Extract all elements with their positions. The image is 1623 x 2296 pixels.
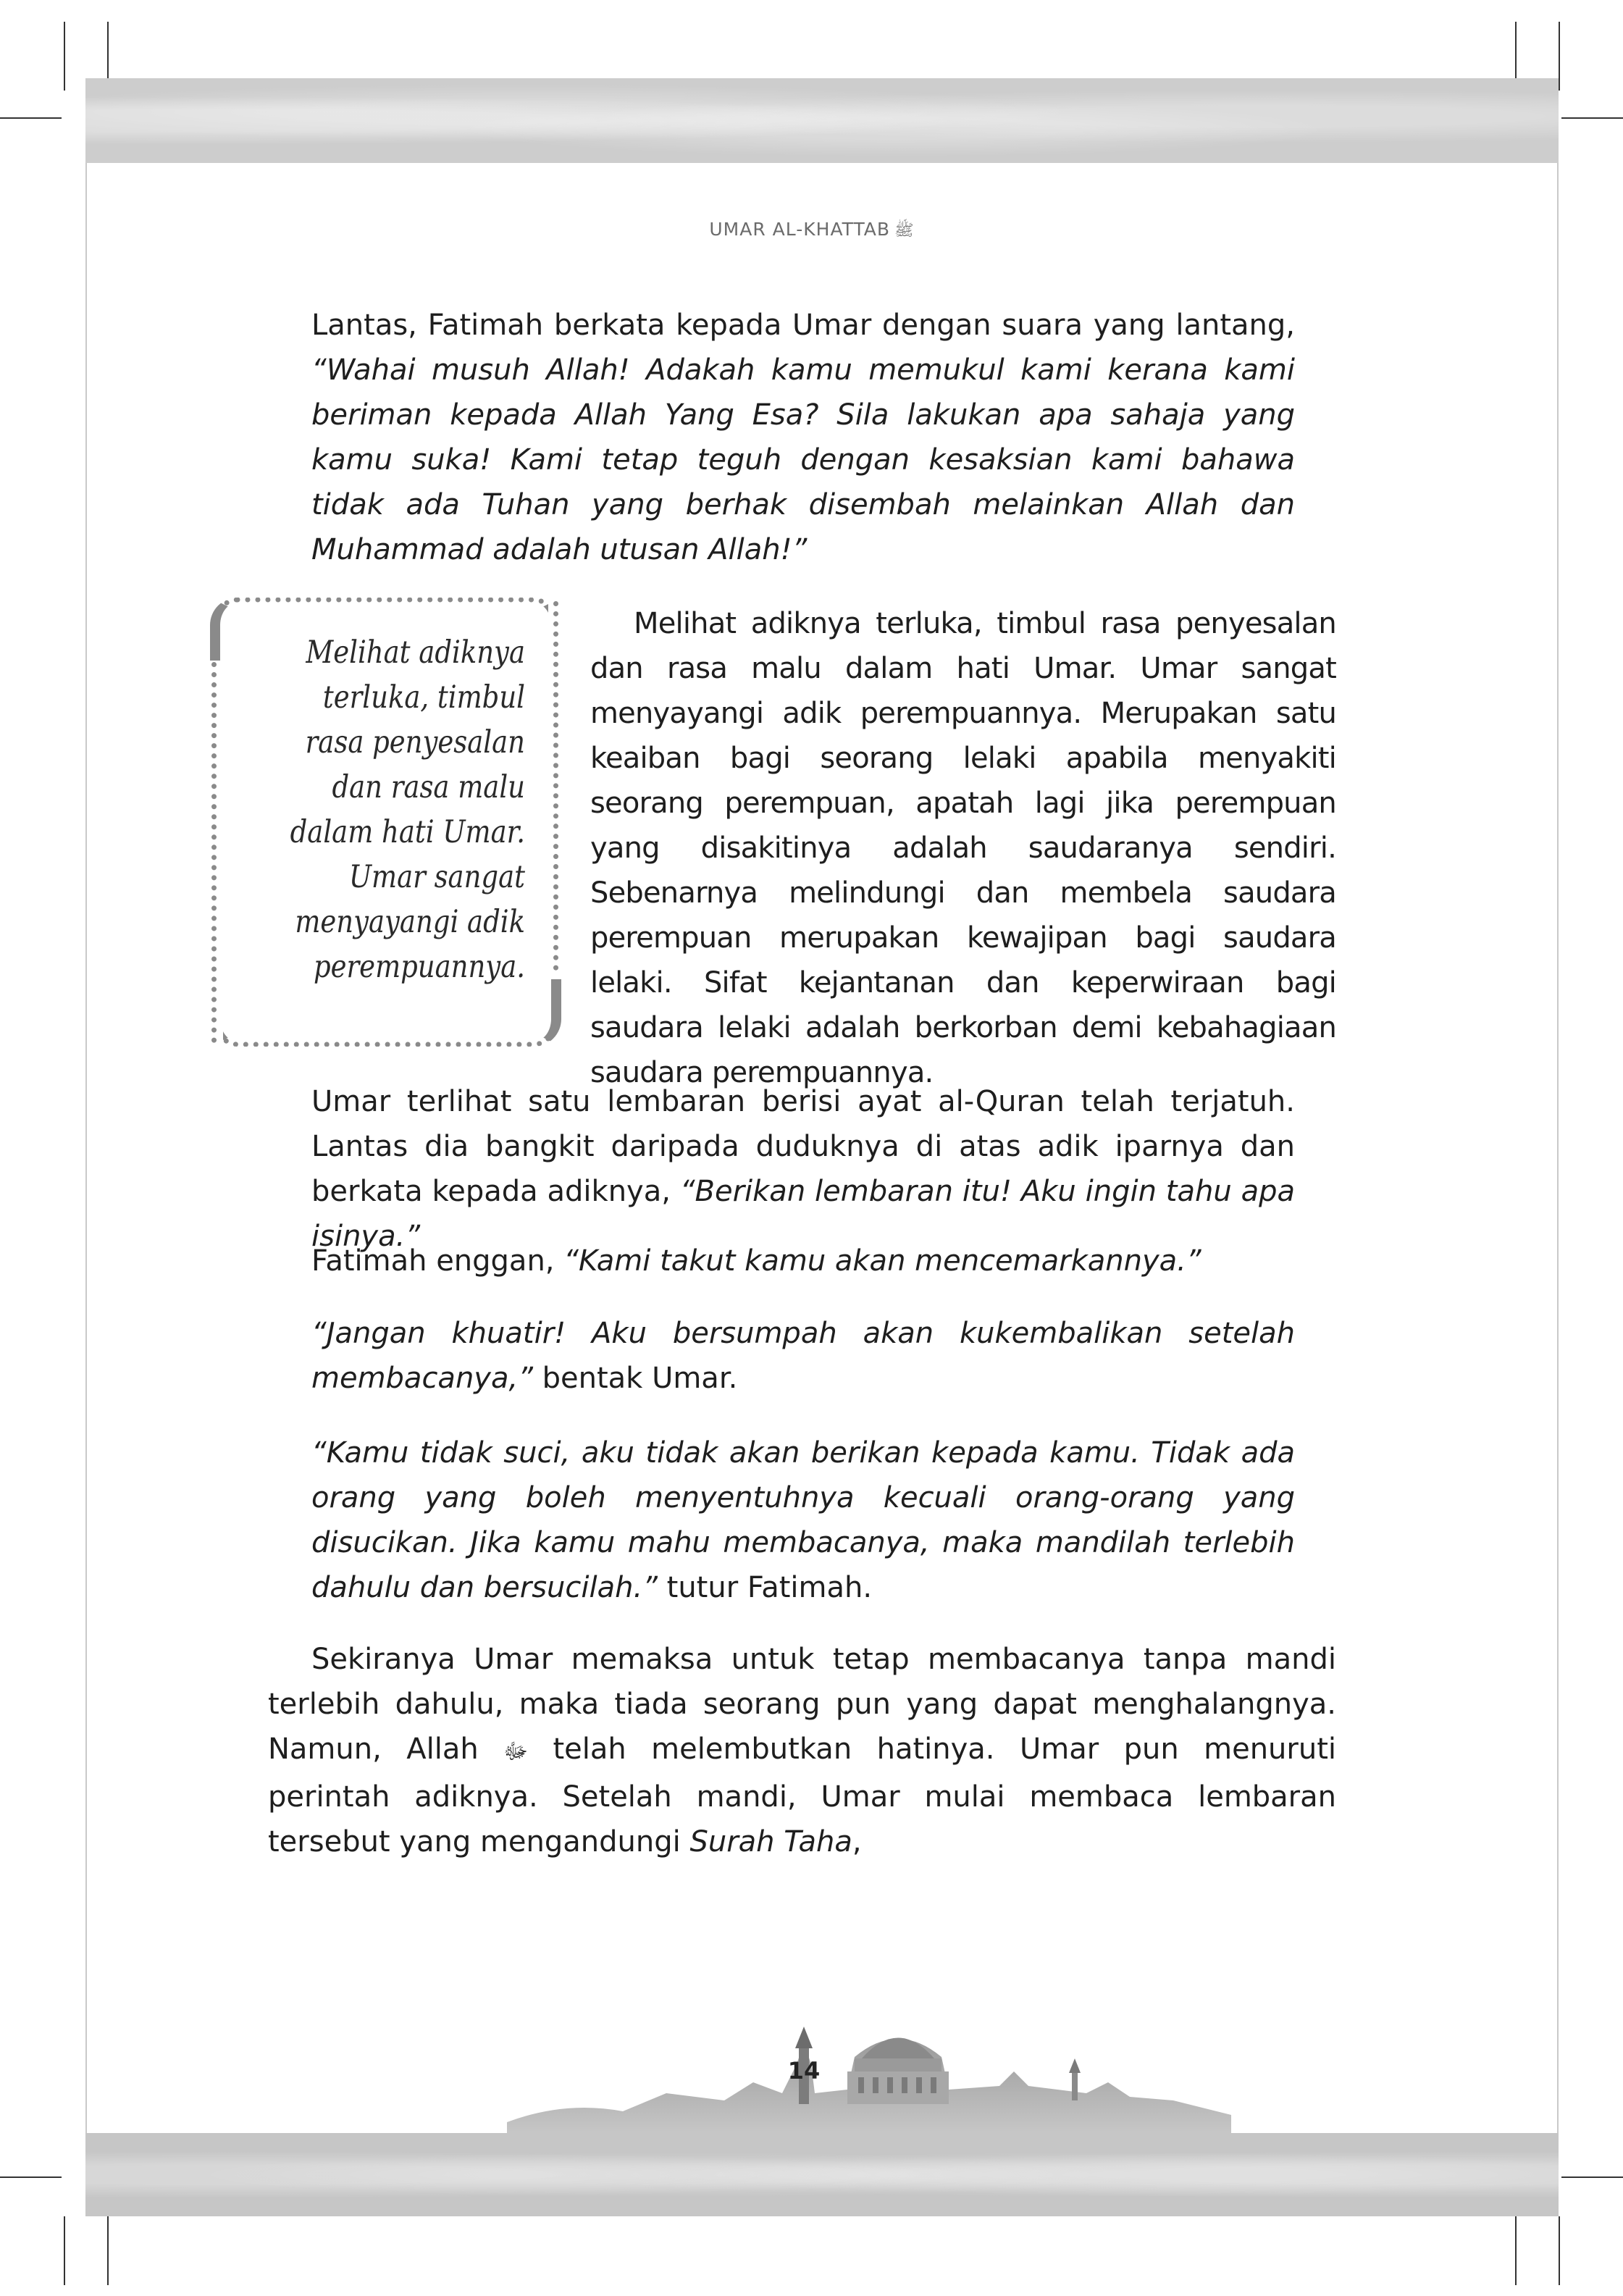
page-frame-left xyxy=(85,163,87,2133)
crop-mark xyxy=(0,117,62,119)
crop-mark xyxy=(1559,2216,1560,2285)
paragraph-3-quote: “Berikan lembaran itu! Aku ingin tahu apa isinya.” xyxy=(311,1175,1295,1253)
paragraph-3 xyxy=(311,1079,1295,1259)
paragraph-7 xyxy=(268,1637,1336,1864)
header-ornament-band xyxy=(85,78,1559,163)
crop-mark xyxy=(64,22,65,91)
page-number: 14 xyxy=(787,2057,821,2085)
mosque-skyline-illustration xyxy=(507,2014,1231,2137)
crop-mark xyxy=(1515,2216,1517,2285)
footer-ornament-band xyxy=(85,2133,1559,2216)
paragraph-7-surah: Surah Taha xyxy=(689,1825,852,1859)
paragraph-2: Melihat adiknya terluka, timbul rasa penyesalan dan rasa malu dalam hati Umar. Umar sangat menyayangi adik perempuannya. Merupakan satu keaiban bagi seorang lelaki apabila menyakiti seorang perempuan, apatah lagi jika perempuan yang disakitinya adalah saudaranya sendiri. Sebenarnya melindungi dan membela saudara perempuan merupakan kewajipan bagi saudara lelaki. Sifat kejantanan dan keperwiraan bagi saudara lelaki adalah berkorban demi kebahagiaan saudara perempuannya. xyxy=(590,607,1336,1089)
paragraph-3-text: Umar terlihat satu lembaran berisi ayat al-Quran telah terjatuh. Lantas dia bangkit daripada duduknya di atas adik iparnya dan berkata kepada adiknya, xyxy=(311,1085,1295,1208)
running-head-title: UMAR AL-KHATTAB xyxy=(709,219,891,240)
page-frame-right xyxy=(1557,163,1559,2133)
paragraph-5 xyxy=(311,1311,1295,1401)
paragraph-1-quote: “Wahai musuh Allah! Adakah kamu memukul kami kerana kami beriman kepada Allah Yang Esa? Sila lakukan apa sahaja yang kamu suka! Kami tetap teguh dengan kesaksian kami bahawa tidak ada Tuhan yang berhak disembah melainkan Allah dan Muhammad adalah utusan Allah!” xyxy=(311,353,1295,566)
pull-quote-dotted-edge xyxy=(553,601,558,971)
paragraph-5-quote: “Jangan khuatir! Aku bersumpah akan kukembalikan setelah membacanya,” xyxy=(311,1317,1295,1395)
allah-honorific-glyph: ﷻ xyxy=(503,1739,529,1764)
pull-quote-dotted-edge xyxy=(211,652,217,1043)
pull-quote-text: Melihat adiknya terluka, timbul rasa penyesalan dan rasa malu dalam hati Umar. Umar sangat menyayangi adik perempuannya. xyxy=(290,634,525,985)
running-head xyxy=(0,219,1623,243)
honorific-glyph: ﷺ xyxy=(894,222,914,240)
crop-mark xyxy=(0,2176,62,2178)
paragraph-6 xyxy=(311,1430,1295,1610)
crop-mark xyxy=(107,2216,109,2285)
paragraph-4 xyxy=(311,1239,1295,1283)
paragraph-7-text-b: telah melembutkan hatinya. Umar pun menuruti perintah adiknya. Setelah mandi, Umar mulai membaca lembaran tersebut yang mengandungi xyxy=(268,1733,1336,1859)
paragraph-7-text-a: Sekiranya Umar memaksa untuk tetap membacanya tanpa mandi terlebih dahulu, maka tiada seorang pun yang dapat menghalangnya. Namun, Allah xyxy=(268,1643,1336,1766)
crop-mark xyxy=(1559,22,1560,91)
paragraph-1-intro: Lantas, Fatimah berkata kepada Umar dengan suara yang lantang, xyxy=(311,309,1295,342)
paragraph-6-quote: “Kamu tidak suci, aku tidak akan berikan kepada kamu. Tidak ada orang yang boleh menyentuhnya kecuali orang-orang yang disucikan. Jika kamu mahu membacanya, maka mandilah terlebih dahulu dan bersucilah.” xyxy=(311,1436,1295,1604)
paragraph-6-text: tutur Fatimah. xyxy=(657,1571,873,1604)
crop-mark xyxy=(1561,2176,1623,2178)
crop-mark xyxy=(64,2216,65,2285)
crop-mark xyxy=(1561,117,1623,119)
paragraph-5-text: bentak Umar. xyxy=(532,1362,738,1395)
paragraph-4-text: Fatimah enggan, xyxy=(311,1244,564,1278)
paragraph-4-quote: “Kami takut kamu akan mencemarkannya.” xyxy=(563,1244,1201,1278)
paragraph-1 xyxy=(311,303,1295,572)
paragraph-7-end: , xyxy=(852,1825,862,1859)
